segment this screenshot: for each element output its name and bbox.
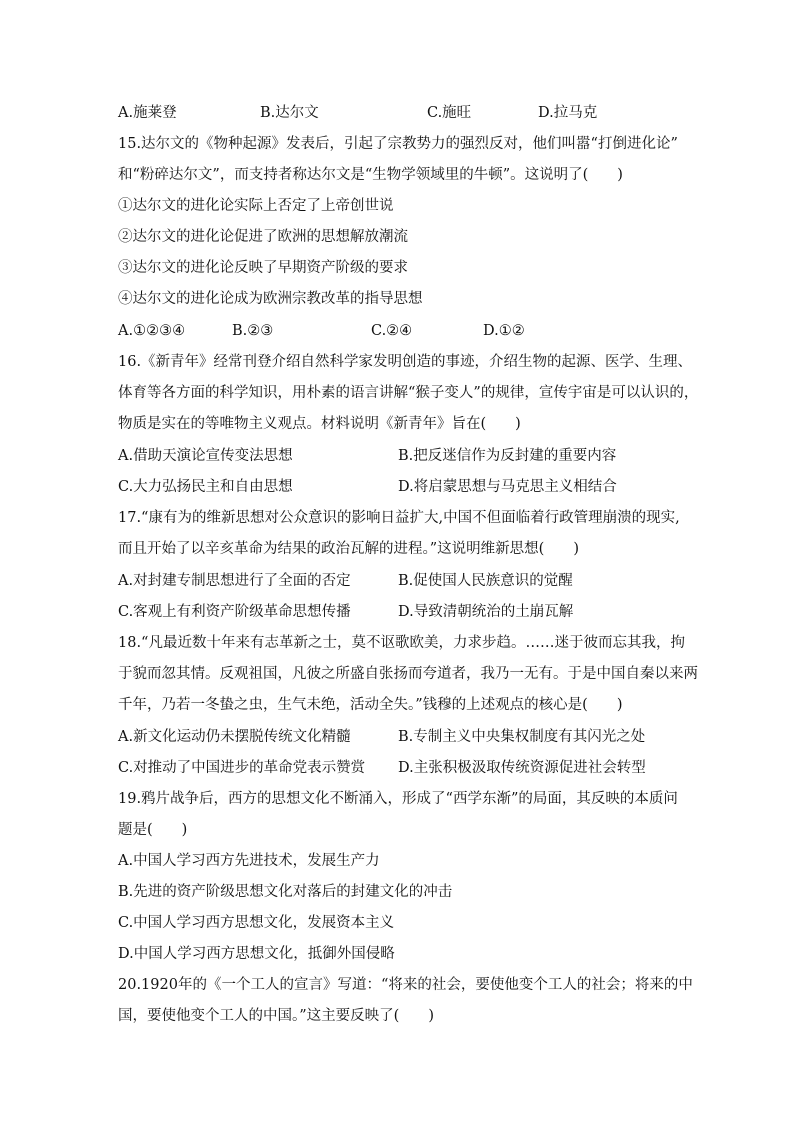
q17-stem-line-2: 而且开始了以辛亥革命为结果的政治瓦解的进程。”这说明维新思想( ): [118, 541, 579, 557]
q20-stem-line-1: 20.1920年的《一个工人的宣言》写道：“将来的社会，要使他变个工人的社会；将来的中: [118, 977, 693, 993]
q15-item-2: ②达尔文的进化论促进了欧洲的思想解放潮流: [118, 229, 408, 245]
q17-option-c: C.客观上有利资产阶级革命思想传播: [118, 604, 351, 620]
q14-option-d: D.拉马克: [538, 105, 598, 121]
q15-stem-line-2: 和“粉碎达尔文”，而支持者称达尔文是“生物学领域里的牛顿”。这说明了( ): [118, 167, 623, 183]
q15-option-c: C.②④: [371, 323, 413, 339]
q18-stem-line-2: 于貌而忽其情。反观祖国，凡彼之所盛自张扬而夸道者，我乃一无有。于是中国自秦以来两: [118, 666, 698, 682]
q16-option-a: A.借助天演论宣传变法思想: [118, 448, 293, 464]
q19-option-a: A.中国人学习西方先进技术，发展生产力: [118, 853, 380, 869]
q19-option-d: D.中国人学习西方思想文化，抵御外国侵略: [118, 946, 395, 962]
q15-item-3: ③达尔文的进化论反映了早期资产阶级的要求: [118, 260, 408, 276]
q18-stem-line-3: 千年，乃若一冬蛰之虫，生气未绝，活动全失。”钱穆的上述观点的核心是( ): [118, 697, 623, 713]
q15-option-d: D.①②: [483, 323, 525, 339]
q17-option-d: D.导致清朝统治的土崩瓦解: [398, 604, 574, 620]
q16-stem-line-3: 物质是实在的等唯物主义观点。材料说明《新青年》旨在( ): [118, 416, 521, 432]
q20-stem-line-2: 国，要使他变个工人的中国。”这主要反映了( ): [118, 1008, 434, 1024]
q18-stem-line-1: 18.“凡最近数十年来有志革新之士，莫不讴歌欧美，力求步趋。……迷于彼而忘其我，拘: [118, 635, 685, 651]
q15-item-4: ④达尔文的进化论成为欧洲宗教改革的指导思想: [118, 291, 423, 307]
q19-option-c: C.中国人学习西方思想文化，发展资本主义: [118, 915, 395, 931]
q18-option-b: B.专制主义中央集权制度有其闪光之处: [398, 729, 646, 745]
q14-option-a: A.施莱登: [118, 105, 177, 121]
q17-option-a: A.对封建专制思想进行了全面的否定: [118, 573, 351, 589]
q14-option-b: B.达尔文: [260, 105, 319, 121]
q18-option-c: C.对推动了中国进步的革命党表示赞赏: [118, 760, 366, 776]
q16-option-c: C.大力弘扬民主和自由思想: [118, 479, 293, 495]
q16-option-b: B.把反迷信作为反封建的重要内容: [398, 448, 617, 464]
q14-option-c: C.施旺: [427, 105, 472, 121]
q19-option-b: B.先进的资产阶级思想文化对落后的封建文化的冲击: [118, 884, 453, 900]
q16-option-d: D.将启蒙思想与马克思主义相结合: [398, 479, 617, 495]
q15-option-b: B.②③: [232, 323, 274, 339]
q19-stem-line-1: 19.鸦片战争后，西方的思想文化不断涌入，形成了“西学东渐”的局面，其反映的本质问: [118, 791, 678, 807]
q15-stem-line-1: 15.达尔文的《物种起源》发表后，引起了宗教势力的强烈反对，他们叫嚣“打倒进化论”: [118, 136, 678, 152]
q17-stem-line-1: 17.“康有为的维新思想对公众意识的影响日益扩大,中国不但面临着行政管理崩溃的现实,: [118, 510, 680, 526]
q16-stem-line-2: 体育等各方面的科学知识，用朴素的语言讲解“猴子变人”的规律，宣传宇宙是可以认识的，: [118, 385, 699, 401]
q15-option-a: A.①②③④: [118, 323, 186, 339]
q16-stem-line-1: 16.《新青年》经常刊登介绍自然科学家发明创造的事迹，介绍生物的起源、医学、生理、: [118, 354, 693, 370]
q18-option-d: D.主张积极汲取传统资源促进社会转型: [398, 760, 646, 776]
q15-item-1: ①达尔文的进化论实际上否定了上帝创世说: [118, 198, 394, 214]
q17-option-b: B.促使国人民族意识的觉醒: [398, 573, 573, 589]
q19-stem-line-2: 题是( ): [118, 822, 188, 838]
q18-option-a: A.新文化运动仍未摆脱传统文化精髓: [118, 729, 351, 745]
